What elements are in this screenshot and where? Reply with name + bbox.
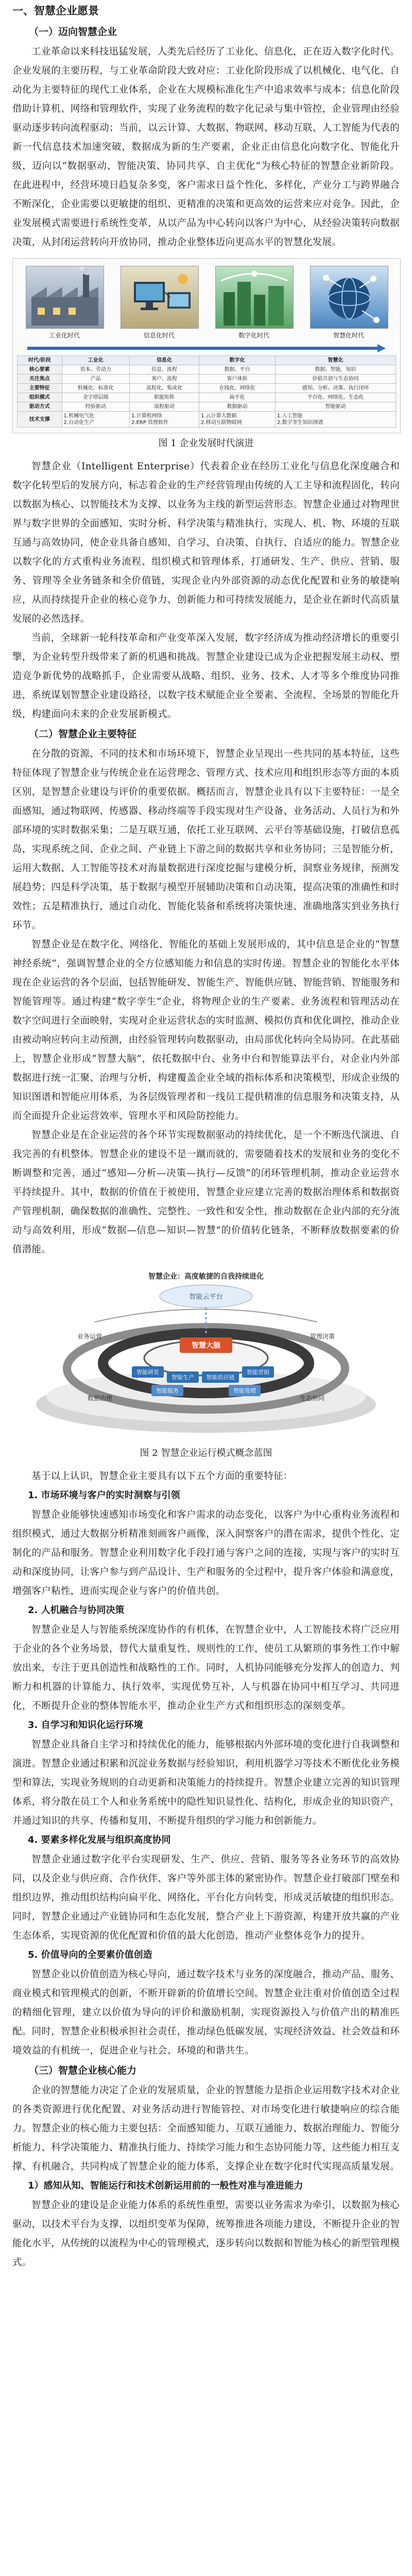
doc-title: 一、智慧企业愿景: [12, 5, 99, 17]
section-heading-2: （二）智慧企业主要特征: [29, 728, 137, 740]
table-row: 主要特征 机械化、标准化 流程化、集成化 在线化、网络化 感知、分析、决策、执行闭环: [18, 384, 396, 393]
figure-1-caption: 图 1 企业发展时代演进: [158, 438, 254, 449]
paragraph-8: 智慧企业能够快速感知市场变化和客户需求的动态变化，以客户为中心重构业务流程和组织模式，通过大数据分析精准刻画客户画像，深入洞察客户的潜在需求，提供个性化、定制化的产品和服务。智慧企业利用数字化手段打通与客户之间的连接，实现与客户的实时互动和深度协同，让客户参与到产品设计、生产和服务的全过程中，提升客户体验和满意度，增强客户粘性，进而实现企业与客户的价值共创。: [12, 1510, 400, 1597]
figure-2-headline: 智慧企业：高度敏捷的自我持续进化: [148, 1273, 264, 1281]
paragraph-3: 当前，全球新一轮科技革命和产业变革深入发展，数字经济成为推动经济增长的重要引擎，为企业转型升级带来了新的机遇和挑战。智慧企业建设已成为企业把握发展主动权、塑造竞争新优势的战略抓手，企业需要从战略、组织、业务、技术、人才等多个维度协同推进，系统谋划智慧企业建设路径，以数字技术赋能企业全要素、全流程、全场景的智能化升级，构建面向未来的企业发展新模式。: [12, 633, 400, 720]
module-label: 智能营销: [247, 1369, 269, 1376]
table-header-cell: 时代/阶段: [18, 356, 62, 365]
era-tile-intelligent: 智慧化时代: [310, 266, 387, 340]
table-header-cell: 工业化: [62, 356, 130, 365]
paragraph-13: 企业的智慧能力决定了企业的发展质量，企业的智慧能力是指企业运用数字技术对企业的各类资源进行优化配置、对业务活动进行智能管控、对市场变化进行敏捷响应的综合能力。智慧企业的核心能力主要包括：全面感知能力、互联互通能力、数据治理能力、智能分析能力、科学决策能力、精准执行能力、持续学习能力和生态协同能力等，这些能力相互支撑、有机融合，共同构成了智慧企业的能力体系，支撑企业在数字化时代实现高质量发展。: [12, 2085, 400, 2172]
digital-city-icon: [216, 266, 293, 328]
computer-network-icon: [121, 266, 198, 328]
ring-label: 生态协同: [299, 1395, 325, 1402]
feature-heading-5: 5. 价值导向的全要素价值创造: [28, 1950, 152, 1960]
paragraph-11: 智慧企业通过数字化平台实现研发、生产、供应、营销、服务等各业务环节的高效协同，以及企业与供应商、合作伙伴、客户等外部主体的紧密协作。智慧企业打破部门壁垒和组织边界，推动组织结构向扁平化、网络化、平台化方向转变，形成灵活敏捷的组织形态。同时，智慧企业通过产业链协同和生态化发展，整合产业上下游资源，构建开放共赢的产业生态体系，实现资源的优化配置和价值的最大化创造，推动产业整体竞争力的提升。: [12, 1854, 400, 1941]
paragraph-2: 智慧企业（Intelligent Enterprise）代表着企业在经历工业化与信息化深度融合和数字化转型后的发展方向，标志着企业的生产经营管理由传统的人工主导和流程固化，转向以数据为核心、以智能技术为支撑、以业务为主线的新型运营形态。智慧企业通过对物理世界与数字世界的全面感知、实时分析、科学决策与精准执行，实现人、机、物、环境的互联互通与高效协同，使企业具备自感知、自学习、自决策、自执行、自适应的能力。智慧企业以数字化的方式重构业务流程、组织模式和管理体系，打通研发、生产、供应、营销、服务、管理等全业务链条和全价值链，实现企业内外部资源的动态优化配置和业务的敏捷响应，从而持续提升企业的核心竞争力、创新能力和可持续发展能力，是企业在新时代高质量发展的必然选择。: [12, 461, 400, 624]
section-heading-3: （三）智慧企业核心能力: [29, 2065, 137, 2076]
flow-arc: [95, 1309, 317, 1322]
table-row: 驱动方式 经验驱动 流程驱动 数据驱动 智能驱动: [18, 402, 396, 412]
module-label: 智能研发: [136, 1369, 159, 1376]
figure-1: [12, 258, 400, 454]
feature-heading-2: 2. 人机融合与协同决策: [28, 1605, 125, 1616]
table-row: 核心要素 资本、劳动力 信息、流程 数据、平台 数据、智能、知识: [18, 365, 396, 375]
table-row: 组织模式 金字塔层级 职能矩阵 扁平化 平台化、网络化、生态化: [18, 393, 396, 402]
paragraph-5: 智慧企业是在数字化、网络化、智能化的基础上发展形成的，其中信息是企业的“智慧神经系统”，强调智慧企业的全方位感知能力和信息的实时传递。智慧企业的智能化水平体现在企业运营的各个层面，包括智能研发、智能生产、智能供应链、智能营销、智能服务和智能管理等。通过构建“数字孪生”企业，将物理企业的生产要素、业务流程和管理活动在数字空间进行全面映射，实现对企业运营状态的实时监测、模拟仿真和优化调控，推动企业由被动响应转向主动预测，由经验管理转向数据驱动，由局部优化转向全局协同。在此基础上，智慧企业形成“智慧大脑”，依托数据中台、业务中台和智能算法平台，对企业内外部数据进行统一汇聚、治理与分析，构建覆盖企业全域的指标体系和决策模型，形成企业级的知识图谱和智能应用体系，为各层级管理者和一线员工提供精准的信息服务和决策支持，从而全面提升企业运营效率、管理水平和风险防控能力。: [12, 939, 400, 1122]
paragraph-4: 在分散的资源、不同的技术和市场环境下，智慧企业呈现出一些共同的基本特征，这些特征体现了智慧企业与传统企业在运营理念、管理方式、技术应用和组织形态等方面的本质区别，是智慧企业建设与评价的重要依据。概括而言，智慧企业具有以下主要特征：一是全面感知，通过物联网、传感器、移动终端等手段实现对生产设备、业务活动、人员行为和外部环境的实时数据采集；二是互联互通，依托工业互联网、云平台等基础设施，打破信息孤岛，实现系统之间、企业之间、产业链上下游之间的数据共享和业务协同；三是智能分析，运用大数据、人工智能等技术对海量数据进行深度挖掘与建模分析，洞察业务规律，预测发展趋势；四是科学决策，基于数据与模型开展辅助决策和自动决策，提高决策的准确性和时效性；五是精准执行，通过自动化、智能化装备和系统将决策快速、准确地落实到业务执行环节。: [12, 749, 400, 931]
feature-heading-1: 1. 市场环境与客户的实时洞察与引领: [28, 1490, 180, 1501]
figure-2-caption: 图 2 智慧企业运行模式概念蓝图: [140, 1448, 272, 1459]
module-label: 智能服务: [156, 1387, 179, 1394]
era-progress-arrow: [27, 344, 386, 352]
paragraph-7: 基于以上认识，智慧企业主要具有以下五个方面的重要特征：: [31, 1471, 293, 1482]
table-row: 关注焦点 产品 客户、流程 客户体验 价值共创与生态协同: [18, 375, 396, 384]
table-header-cell: 智慧化: [275, 356, 396, 365]
table-row: 技术支撑 1.机械电气化 2.自动化生产 1.计算机网络 2.ERP 管理软件 1.云计算大数据 2.移动互联物联网 1.人工智能 2.数字孪生知识图谱: [18, 412, 396, 428]
era-tile-digital: 数字化时代: [215, 266, 293, 340]
module-label: 智能生产: [171, 1374, 194, 1381]
era-tile-information: 信息化时代: [121, 266, 198, 340]
era-tile-industrial: 工业化时代: [26, 266, 103, 340]
table-header-cell: 信息化: [130, 356, 199, 365]
module-label: 智能供应链: [206, 1374, 235, 1381]
cloud-label: 智能云平台: [189, 1293, 223, 1301]
center-label: 智慧大脑: [192, 1342, 220, 1350]
paragraph-12: 智慧企业以价值创造为核心导向，通过数字技术与业务的深度融合，推动产品、服务、商业模式和管理模式的创新，不断开辟新的价值增长空间。智慧企业注重对价值创造全过程的精细化管理，建立以价值为导向的评价和激励机制，实现资源投入与价值产出的精准匹配。同时，智慧企业积极承担社会责任，推动绿色低碳发展，实现经济效益、社会效益和环境效益的有机统一，促进企业与社会、环境的和谐共生。: [12, 1969, 400, 2056]
intelligence-globe-icon: [311, 266, 388, 328]
feature-heading-4: 4. 要素多样化发展与组织高度协同: [28, 1835, 171, 1845]
table-header-cell: 数字化: [199, 356, 276, 365]
paragraph-14: 智慧企业的建设是企业能力体系的系统性重塑，需要以业务需求为牵引，以数据为核心驱动，以技术平台为支撑，以组织变革为保障，统筹推进各项能力建设，不断提升企业的智能化水平，从传统的以流程为中心的管理模式，逐步转向以数据和智能为核心的新型管理模式。: [12, 2200, 400, 2268]
era-comparison-table: [17, 355, 396, 428]
ring-label: 管理决策: [310, 1333, 335, 1340]
figure-1-graphic: [12, 258, 401, 433]
ring-label: 数据治理: [87, 1395, 113, 1402]
feature-heading-3: 3. 自学习和知识化运行环境: [28, 1720, 143, 1731]
capability-heading-1: 1）感知从知、智能运行和技术创新运用前的一般性对准与准进能力: [28, 2180, 303, 2191]
paragraph-6: 智慧企业是在企业运营的各个环节实现数据驱动的持续优化，是一个不断迭代演进、自我完善的有机整体。智慧企业的建设不是一蹴而就的，需要随着技术的发展和业务的变化不断调整和完善，通过“感知—分析—决策—执行—反馈”的闭环管理机制，推动企业运营水平持续提升。其中，数据的价值在于被使用，智慧企业应建立完善的数据治理体系和数据资产管理机制，确保数据的准确性、完整性、一致性和安全性，推动数据在企业内部的充分流动与高效利用，形成“数据—信息—知识—智慧”的价值转化链条，不断释放数据要素的价值潜能。: [12, 1130, 400, 1255]
figure-2-graphic: [12, 1265, 400, 1443]
section-heading-1: （一）迈向智慧企业: [29, 26, 117, 38]
paragraph-10: 智慧企业具备自主学习和持续优化的能力，能够根据内外部环境的变化进行自我调整和演进。智慧企业通过积累和沉淀业务数据与经验知识，利用机器学习等技术不断优化业务模型和算法，实现业务规则的自动更新和决策能力的持续提升。智慧企业建立完善的知识管理体系，将分散在员工个人和业务系统中的隐性知识显性化、结构化，形成企业的知识资产，并通过知识的共享、传播和复用，不断提升组织的学习能力和创新能力。: [12, 1739, 400, 1826]
paragraph-9: 智慧企业是人与智能系统深度协作的有机体，在智慧企业中，人工智能技术将广泛应用于企业的各个业务场景，替代大量重复性、规则性的工作，使员工从繁琐的事务性工作中解放出来，专注于更具创造性和战略性的工作。同时，人机协同能够充分发挥人的创造力、判断力和机器的计算能力、执行效率，实现优势互补，人与机器在协同中相互学习、共同进化，不断提升企业的整体智能水平，推动企业生产方式和组织形态的深刻变革。: [12, 1624, 400, 1711]
figure-2: [12, 1265, 400, 1464]
module-label: 智能管理: [233, 1387, 256, 1394]
factory-icon: [26, 266, 104, 328]
paragraph-1: 工业革命以来科技迅猛发展，人类先后经历了工业化、信息化，正在迈入数字化时代。企业发展的主要历程，与工业革命阶段大致对应：工业化阶段形成了以机械化、电气化、自动化为主要特征的现代工业体系，企业在大规模标准化生产中追求效率与成本；信息化阶段借助计算机、网络和管理软件，实现了业务流程的数字化记录与集中管控，企业管理由经验驱动逐步转向流程驱动；当前，以云计算、大数据、物联网、移动互联、人工智能为代表的新一代信息技术加速突破，数据成为新的生产要素，企业正由信息化向数字化、智能化升级，迈向以“数据驱动、智能决策、协同共享、自主优化”为核心特征的智慧企业新阶段。在此进程中，经营环境日趋复杂多变，客户需求日益个性化、多样化，产业分工与跨界融合不断深化，企业需要以更敏捷的组织、更精准的决策和更高效的运营来应对竞争。因此，企业发展模式需要进行系统性变革，从以产品为中心转向以客户为中心，从经验决策转向数据决策，从封闭运营转向开放协同，推动企业整体迈向更高水平的智慧化发展。: [12, 46, 400, 248]
ring-label: 业务运营: [77, 1333, 102, 1340]
